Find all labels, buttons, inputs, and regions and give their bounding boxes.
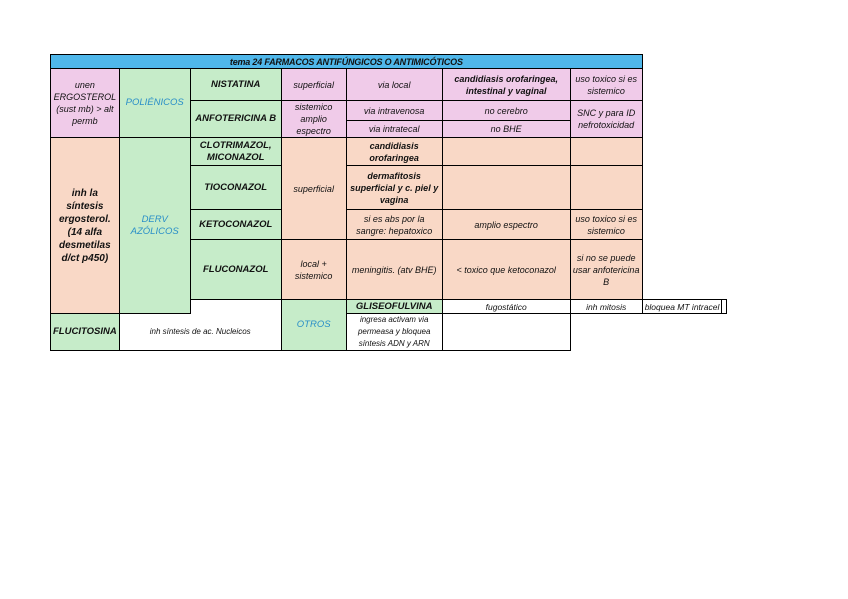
drug-clotrimazol: CLOTRIMAZOL, MICONAZOL bbox=[190, 138, 281, 166]
table-title: tema 24 FARMACOS ANTIFÚNGICOS O ANTIMICÓTICOS bbox=[51, 55, 643, 69]
category-azolicos: DERV AZÓLICOS bbox=[119, 138, 190, 314]
ketoconazol-spectrum: amplio espectro bbox=[442, 210, 570, 240]
table-row-flucitosina bbox=[51, 314, 727, 351]
nistatina-use: superficial bbox=[281, 69, 346, 101]
polienicos-mechanism: unen ERGOSTEROL (sust mb) > alt permb bbox=[51, 69, 120, 138]
fluconazol-spectrum: < toxico que ketoconazol bbox=[442, 240, 570, 300]
nistatina-route: via local bbox=[346, 69, 442, 101]
title-row bbox=[51, 55, 727, 69]
gliseofulvina-empty bbox=[722, 300, 727, 314]
gliseofulvina-route: inh mitosis bbox=[570, 300, 642, 314]
table-row-nistatina bbox=[51, 69, 727, 101]
ketoconazol-note: uso toxico si es sistemico bbox=[570, 210, 642, 240]
gliseofulvina-mechanism: bloquea MT intracel bbox=[642, 300, 722, 314]
drug-gliseofulvina: GLISEOFULVINA bbox=[346, 300, 442, 314]
drug-ketoconazol: KETOCONAZOL bbox=[190, 210, 281, 240]
anfotericina-brain-it: no BHE bbox=[442, 121, 570, 138]
tioconazol-empty-1 bbox=[442, 166, 570, 210]
fluconazol-indication: meningitis. (atv BHE) bbox=[346, 240, 442, 300]
gliseofulvina-use: fugostático bbox=[442, 300, 570, 314]
anfotericina-note: SNC y para ID nefrotoxicidad bbox=[570, 101, 642, 138]
drug-tioconazol: TIOCONAZOL bbox=[190, 166, 281, 210]
clotrimazol-empty-1 bbox=[442, 138, 570, 166]
flucitosina-empty bbox=[442, 314, 570, 351]
tioconazol-empty-2 bbox=[570, 166, 642, 210]
azolicos-shared-use: superficial bbox=[281, 138, 346, 240]
anfotericina-use: sistemico amplio espectro bbox=[281, 101, 346, 138]
category-polienicos: POLIÉNICOS bbox=[119, 69, 190, 138]
tioconazol-indication: dermafitosis superficial y c. piel y vagina bbox=[346, 166, 442, 210]
table-row-clotrimazol bbox=[51, 138, 727, 166]
clotrimazol-indication: candidiasis orofaringea bbox=[346, 138, 442, 166]
fluconazol-note: si no se puede usar anfotericina B bbox=[570, 240, 642, 300]
drug-anfotericina: ANFOTERICINA B bbox=[190, 101, 281, 138]
anfotericina-route-it: via intratecal bbox=[346, 121, 442, 138]
anfotericina-route-iv: via intravenosa bbox=[346, 101, 442, 121]
azolicos-mechanism: inh la síntesis ergosterol. (14 alfa desmetilas d/ct p450) bbox=[51, 138, 120, 314]
nistatina-indication: candidiasis orofaringea, intestinal y vaginal bbox=[442, 69, 570, 101]
drug-flucitosina: FLUCITOSINA bbox=[51, 314, 120, 351]
fluconazol-use: local + sistemico bbox=[281, 240, 346, 300]
category-otros: OTROS bbox=[281, 300, 346, 351]
spreadsheet bbox=[50, 54, 727, 351]
drug-fluconazol: FLUCONAZOL bbox=[190, 240, 281, 300]
anfotericina-brain-iv: no cerebro bbox=[442, 101, 570, 121]
nistatina-note: uso toxico si es sistemico bbox=[570, 69, 642, 101]
flucitosina-mechanism: ingresa activam via permeasa y bloquea síntesis ADN y ARN bbox=[346, 314, 442, 351]
drug-nistatina: NISTATINA bbox=[190, 69, 281, 101]
clotrimazol-empty-2 bbox=[570, 138, 642, 166]
antifungal-table bbox=[50, 54, 727, 351]
flucitosina-use: inh síntesis de ac. Nucleicos bbox=[119, 314, 281, 351]
ketoconazol-indication: si es abs por la sangre: hepatoxico bbox=[346, 210, 442, 240]
